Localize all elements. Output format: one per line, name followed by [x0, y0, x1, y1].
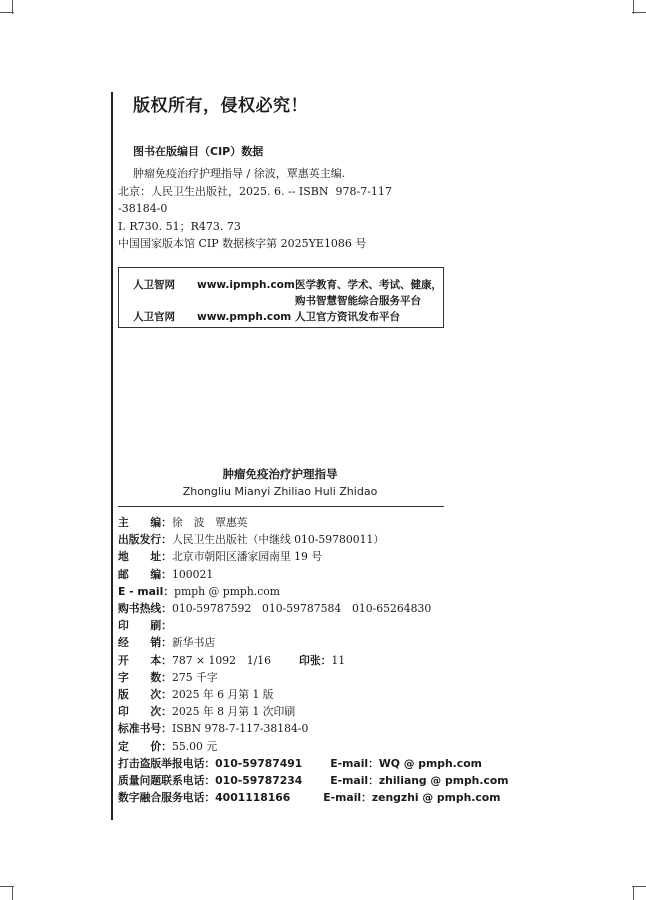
- contact-row-piracy: [118, 755, 509, 772]
- hotline-label: 购书热线：: [118, 602, 172, 616]
- publisher-value: 人民卫生出版社（中继线 010-59780011）: [171, 533, 385, 547]
- publisher-label: 出版发行：: [118, 533, 172, 547]
- info-row-edition: [118, 686, 509, 703]
- contact-email-label: E-mail：: [330, 756, 379, 770]
- cip-line-cip-number: 中国国家版本馆 CIP 数据核字第 2025YE1086 号: [118, 237, 367, 250]
- crop-mark-top-left-h: [0, 12, 14, 13]
- contact-label: 数字融合服务电话：: [118, 791, 216, 805]
- title-divider: [118, 506, 444, 507]
- crop-mark-top-right-h: [632, 12, 646, 13]
- impression-label: 印 次：: [118, 705, 172, 719]
- words-label: 字 数：: [118, 670, 172, 684]
- sheets-label: 印张：: [299, 653, 332, 667]
- sheets-value: 11: [331, 653, 346, 667]
- price-label: 定 价：: [118, 739, 172, 753]
- contact-email: zengzhi @ pmph.com: [371, 791, 501, 805]
- info-row-impression: [118, 703, 509, 720]
- contact-row-digital: [118, 789, 509, 806]
- address-label: 地 址：: [118, 550, 172, 564]
- info-row-publisher: [118, 531, 509, 548]
- address-value: 北京市朝阳区潘家园南里 19 号: [171, 550, 323, 564]
- info-row-words: [118, 669, 509, 686]
- format-value: 787 × 1092 1/16: [171, 653, 272, 667]
- platform-desc-cont: 购书智慧智能综合服务平台: [295, 295, 421, 307]
- info-row-postcode: [118, 566, 509, 583]
- contact-label: 打击盗版举报电话：: [118, 756, 216, 770]
- isbn-label: 标准书号：: [118, 722, 172, 736]
- crop-mark-bottom-right-h: [632, 886, 646, 887]
- words-value: 275 千字: [171, 670, 218, 684]
- info-row-email: [118, 583, 509, 600]
- platform-row-pmph: [133, 309, 400, 324]
- book-title: 肿瘤免疫治疗护理指导: [222, 467, 338, 481]
- platform-name: 人卫智网: [133, 279, 175, 291]
- cip-line-isbn-cont: -38184-0: [118, 202, 168, 215]
- contact-phone-wrap: [215, 755, 302, 772]
- left-margin-rule: [111, 92, 113, 820]
- platform-desc: 医学教育、学术、考试、健康，: [295, 279, 442, 291]
- crop-mark-bottom-left: [12, 886, 13, 900]
- platform-name: 人卫官网: [133, 311, 175, 323]
- contact-email-wrap: [379, 755, 482, 772]
- contact-row-quality: [118, 772, 509, 789]
- contact-email: zhiliang @ pmph.com: [378, 774, 509, 788]
- contact-phone: 010-59787491: [215, 756, 303, 770]
- contact-phone: 010-59787234: [215, 774, 303, 788]
- info-row-hotline: [118, 600, 509, 617]
- hotline-value: 010-59787592 010-59787584 010-65264830: [171, 602, 432, 616]
- info-row-format: [118, 652, 509, 669]
- platform-row-ipmph: [133, 277, 442, 292]
- contact-email-label: E-mail：: [323, 791, 372, 805]
- postcode-label: 邮 编：: [118, 567, 172, 581]
- edition-value: 2025 年 6 月第 1 版: [171, 688, 274, 702]
- distributor-label: 经 销：: [118, 636, 172, 650]
- cip-block: [118, 165, 392, 253]
- info-row-price: [118, 738, 509, 755]
- isbn-value: ISBN 978-7-117-38184-0: [171, 722, 309, 736]
- edition-label: 版 次：: [118, 688, 172, 702]
- price-value: 55.00 元: [171, 739, 218, 753]
- info-row-address: [118, 548, 509, 565]
- info-row-distributor: [118, 634, 509, 651]
- crop-mark-bottom-left-h: [0, 886, 14, 887]
- cip-line-title: 肿瘤免疫治疗护理指导 / 徐波，覃惠英主编.: [133, 167, 346, 180]
- platform-url: www.pmph.com: [197, 311, 292, 323]
- copyright-notice: 版权所有，侵权必究！: [133, 96, 308, 116]
- contact-email: WQ @ pmph.com: [378, 756, 482, 770]
- publication-info: [118, 514, 509, 806]
- platform-desc: 人卫官方资讯发布平台: [295, 311, 400, 323]
- print-label: 印 刷：: [118, 619, 172, 633]
- email-label: E - mail：: [118, 584, 175, 598]
- contact-email-label: E-mail：: [330, 774, 379, 788]
- platform-info-box: [118, 267, 444, 328]
- contact-phone: 4001118166: [215, 791, 291, 805]
- distributor-value: 新华书店: [171, 636, 216, 650]
- info-row-isbn: [118, 720, 509, 737]
- editor-value: 徐 波 覃惠英: [171, 516, 248, 529]
- info-row-print: [118, 617, 509, 634]
- contact-phone-wrap: [215, 772, 302, 789]
- editor-label: 主 编：: [118, 516, 172, 529]
- contact-email-wrap: [379, 772, 509, 789]
- format-label: 开 本：: [118, 653, 172, 667]
- contact-phone-wrap: [215, 789, 290, 806]
- postcode-value: 100021: [171, 567, 214, 581]
- contact-label: 质量问题联系电话：: [118, 774, 216, 788]
- cip-heading: 图书在版编目（CIP）数据: [133, 145, 264, 158]
- contact-email-wrap: [372, 789, 501, 806]
- cip-line-publisher: 北京：人民卫生出版社，2025. 6. -- ISBN 978-7-117: [118, 184, 392, 198]
- email-value: pmph @ pmph.com: [174, 584, 281, 598]
- cip-line-classification: Ⅰ. R730. 51；R473. 73: [118, 219, 241, 233]
- platform-url: www.ipmph.com: [197, 279, 295, 291]
- crop-mark-bottom-right: [633, 886, 634, 900]
- impression-value: 2025 年 8 月第 1 次印刷: [171, 705, 296, 719]
- info-row-editor: [118, 514, 509, 531]
- book-title-pinyin: Zhongliu Mianyi Zhiliao Huli Zhidao: [182, 485, 378, 498]
